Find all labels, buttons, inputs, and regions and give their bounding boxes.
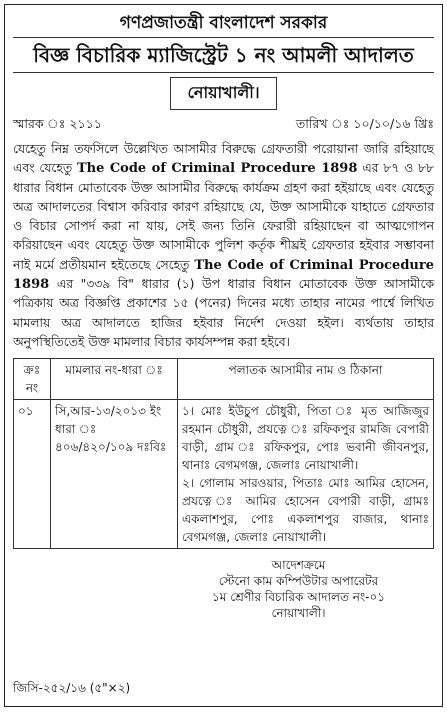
notice-page: [4, 4, 443, 707]
signature-line-1: আদেশক্রমে: [271, 558, 326, 573]
cases-table: [13, 358, 434, 549]
accused-2: ২। গোলাম সারওয়ার, পিতাঃ মোঃ আমির হোসেন, প্রযত্নে ঃ আমির হোসেন বেপারী বাড়ী, গ্রামঃ একলাশপুর, পোঃ একলাশপুর বাজার, থানাঃ বেগমগঞ্জ, জেলাঃ নোয়াখালী।: [182, 476, 429, 545]
body-part-2: এর ৮৭ ও ৮৮ ধারার বিধান মোতাবেক উক্ত আসামীর বিরুদ্ধে কার্যক্রম গ্রহণ করা হইয়াছে এবং যেহেতু অত্র আদালতের বিশ্বাস করিবার কারণ রহিয়াছে যে, উক্ত আসামীকে যাহাতে গ্রেফতার ও বিচার সোপর্দ করা না যায়, সেই জন্য তিনি ফেরারী রহিয়াছেন বা আত্মগোপন করিয়াছেন এবং যেহেতু উক্ত আসামীকে পুলিশ কর্তৃক শীঘ্রই গ্রেফতার হইবার সম্ভাবনা নাই মর্মে প্রতীয়মান হইতেছে সেহেতু: [13, 161, 434, 272]
signature-line-4: নোয়াখালী।: [271, 606, 326, 621]
header-accused: পলাতক আসামীর নাম ও ঠিকানা: [178, 359, 434, 400]
signature-line-3: ১ম শ্রেণীর বিচারিক আদালত নং-০১: [211, 590, 386, 605]
header-serial: ক্রঃ নং: [14, 359, 51, 400]
accused-1: ১। মোঃ ইউচুপ চৌধুরী, পিতা ঃ মৃত আজিজুর রহমান চৌধুরী, প্রযত্নে ঃ রফিকপুর রামজি বেপারী বাড়ী, গ্রাম ঃ রফিকপুর, পোঃ ভবানী জীবনপুর, থানাঃ বেগমগঞ্জ, জেলাঃ নোয়াখালী।: [182, 404, 429, 473]
body-part-1: যেহেতু নিম্ন তফসিলে উল্লেখিত আসামীর বিরুদ্ধে গ্রেফতারী পরোয়ানা জারি রহিয়াছে এবং যেহেতু: [13, 142, 434, 176]
cell-case: সি,আর-১৩/২০১৩ ইং ধারা ঃ ৪০৬/৪২০/১০৯ দঃবিঃ: [51, 400, 178, 549]
court-title: বিজ্ঞ বিচারিক ম্যাজিস্ট্রেট ১ নং আমলী আদালত: [13, 37, 434, 73]
body-part-3: এর "৩৩৯ বি" ধারার (১) উপ ধারার বিধান মোতাবেক উক্ত আসামীকে পত্রিকায় অত্র বিজ্ঞপ্তি প্রকাশের ১৫ (পনের) দিনের মধ্যে তাহার নামের পার্শ্বে লিখিত মামলায় অত্র আদালতে হাজির হইবার নির্দেশ দেওয়া হইল। ব্যর্থতায় তাহার অনুপস্থিতিতেই উক্ত মামলার বিচার কার্যসম্পন্ন করা হইবে।: [13, 277, 434, 349]
signature-line-2: স্টেনো কাম কম্পিউটার অপারেটর: [218, 574, 379, 589]
law-reference-1: The Code of Criminal Procedure 1898: [76, 161, 358, 177]
memo-number: স্মারক ঃ ২১১১: [13, 116, 102, 131]
footer-code: জিসি-২৫২/১৬ (৫"×২): [13, 681, 131, 695]
table-row: [14, 400, 434, 549]
table-header-row: [14, 359, 434, 400]
government-title: গণপ্রজাতন্ত্রী বাংলাদেশ সরকার: [119, 13, 328, 33]
signature-block: [163, 557, 434, 621]
cell-accused: [178, 400, 434, 549]
district-title-wrap: [13, 77, 434, 110]
district-title: নোয়াখালী।: [170, 77, 276, 110]
law-reference-2: The Code of Criminal Procedure 1898: [13, 257, 434, 293]
header-case: মামলার নং-ধারা ঃ: [51, 359, 178, 400]
memo-date-row: [13, 116, 434, 136]
notice-date: তারিখ ঃ ১০/১০/১৬ খ্রিঃ: [295, 116, 434, 131]
notice-body: [13, 140, 434, 352]
cell-serial: ০১: [14, 400, 51, 549]
